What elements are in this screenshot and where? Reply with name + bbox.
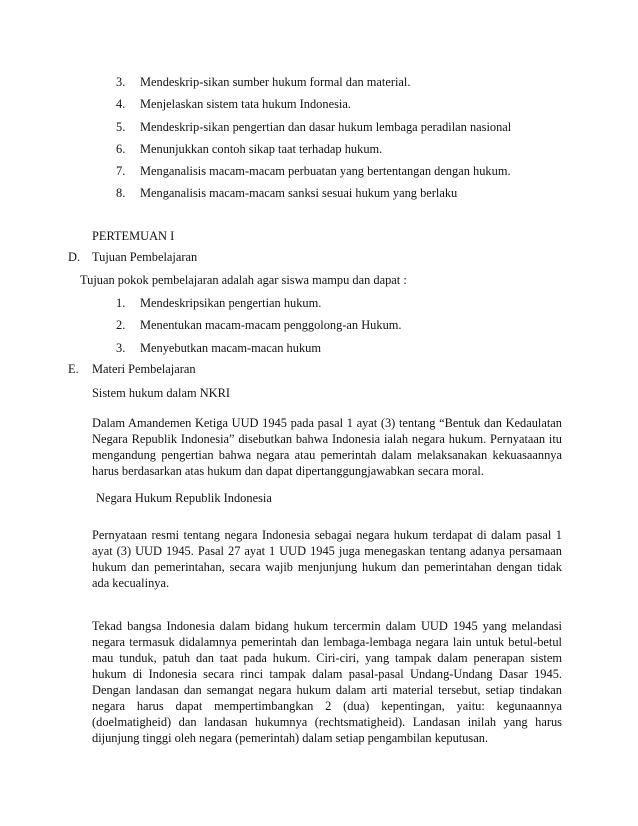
list-text: Menentukan macam-macam penggolong-an Hukum. (140, 318, 402, 333)
list-text: Mendeskripsikan pengertian hukum. (140, 296, 322, 310)
list-text: Mendeskrip-sikan pengertian dan dasar hukum lembaga peradilan nasional (140, 119, 512, 134)
list-number: 4. (116, 97, 126, 112)
section-letter: E. (68, 362, 79, 376)
list-text: Menunjukkan contoh sikap taat terhadap hukum. (140, 141, 383, 156)
section-d-heading (68, 249, 198, 265)
list-text: Mendeskrip-sikan sumber hukum formal dan material. (140, 75, 411, 89)
session-heading: PERTEMUAN I (92, 229, 175, 243)
section-e-heading (68, 361, 196, 377)
list-text: Menganalisis macam-macam perbuatan yang bertentangan dengan hukum. (140, 164, 511, 179)
paragraph-pernyataan: Pernyataan resmi tentang negara Indonesia sebagai negara hukum terdapat di dalam pasal 1 ayat (3) UUD 1945. Pasal 27 ayat 1 UUD 1945 juga menegaskan tentang adanya persamaan hukum dan pemerintahan, secara wajib menjunjung hukum dan pemerintahan dengan tidak ada kecualinya. (92, 528, 562, 590)
paragraph-tekad: Tekad bangsa Indonesia dalam bidang hukum tercermin dalam UUD 1945 yang melandasi negara termasuk didalamnya pemerintah dan lembaga-lembaga negara lain untuk betul-betul mau tunduk, patuh dan taat pada hukum. Ciri-ciri, yang tampak dalam penerapan sistem hukum di Indonesia secara rinci tampak dalam pasal-pasal Undang-Undang Dasar 1945. Dengan landasan dan semangat negara hukum dalam arti material tersebut, setiap tindakan negara harus dapat mempertimbangkan 2 (dua) kepentingan, yaitu: kegunaannya (doelmatigheid) dan landasan hukumnya (rechtsmatigheid). Landasan inilah yang harus dijunjung tinggi oleh negara (pemerintah) dalam setiap pengambilan keputusan. (92, 619, 562, 745)
section-letter: D. (68, 250, 81, 264)
objectives-intro: Tujuan pokok pembelajaran adalah agar siswa mampu dan dapat : (80, 273, 407, 287)
list-number: 1. (116, 296, 126, 310)
list-number: 8. (116, 186, 126, 201)
subheading-negara-hukum: Negara Hukum Republik Indonesia (96, 491, 272, 505)
list-number: 3. (116, 340, 126, 355)
list-number: 3. (116, 75, 126, 89)
subheading-sistem-hukum: Sistem hukum dalam NKRI (92, 386, 231, 400)
section-title: Tujuan Pembelajaran (92, 250, 198, 264)
list-number: 5. (116, 119, 126, 134)
list-number: 2. (116, 318, 126, 333)
list-number: 7. (116, 164, 126, 179)
paragraph-amandemen: Dalam Amandemen Ketiga UUD 1945 pada pasal 1 ayat (3) tentang “Bentuk dan Kedaulatan Negara Republik Indonesia” disebutkan bahwa Indonesia ialah negara hukum. Pernyataan itu mengandung pengertian bahwa negara atau pemerintah dalam melaksanakan kekuasaannya harus berdasarkan atas hukum dan dapat dipertanggungjawabkan secara moral. (92, 416, 562, 478)
list-text: Menganalisis macam-macam sanksi sesuai hukum yang berlaku (140, 186, 458, 201)
list-text: Menyebutkan macam-macan hukum (140, 340, 321, 355)
section-title: Materi Pembelajaran (92, 362, 196, 376)
list-number: 6. (116, 141, 126, 156)
list-text: Menjelaskan sistem tata hukum Indonesia. (140, 97, 351, 112)
